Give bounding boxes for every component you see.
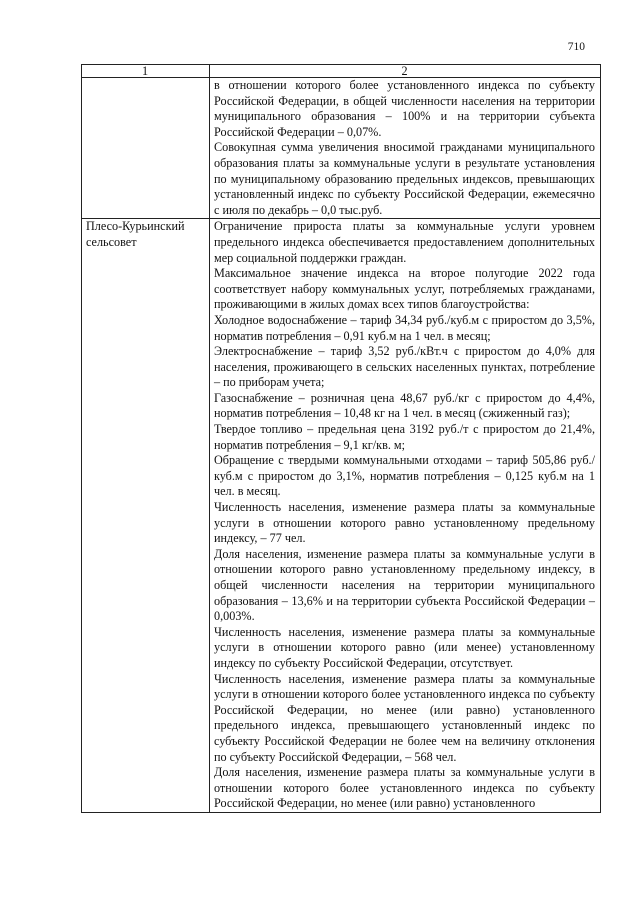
paragraph: Численность населения, изменение размера платы за коммунальные услуги в отношении которого более установленного индекса по субъекту Российской Федерации, но менее (или равно) установленного предельного индекса, превышающего установленный индекс по субъекту Российской Федерации не более чем на величину отклонения по субъекту Российской Федерации, – 568 чел.	[214, 671, 595, 764]
paragraph: Ограничение прироста платы за коммунальные услуги уровнем предельного индекса обеспечивается предоставлением дополнительных мер социальной поддержки граждан.	[214, 219, 595, 265]
paragraph: Твердое топливо – предельная цена 3192 руб./т с приростом до 21,4%, норматив потребления – 9,1 кг/кв. м;	[214, 422, 595, 452]
table-header-row	[82, 65, 601, 78]
paragraph: Численность населения, изменение размера платы за коммунальные услуги в отношении которого равно установленному предельному индексу, – 77 чел.	[214, 500, 595, 546]
description-cell	[210, 78, 601, 219]
table-row	[82, 219, 601, 813]
paragraph: Численность населения, изменение размера платы за коммунальные услуги в отношении которого равно (или менее) установленному индексу по субъекту Российской Федерации, отсутствует.	[214, 624, 595, 670]
description-cell	[210, 219, 601, 813]
paragraph: Максимальное значение индекса на второе полугодие 2022 года соответствует набору коммунальных услуг, потребляемых гражданами, проживающими в жилых домах всех типов благоустройства:	[214, 266, 595, 312]
page-number: 710	[567, 41, 585, 53]
table-row	[82, 78, 601, 219]
paragraph: Доля населения, изменение размера платы за коммунальные услуги в отношении которого более установленного индекса по субъекту Российской Федерации, но менее (или равно) установленного	[214, 765, 595, 811]
municipality-cell	[82, 78, 210, 219]
column-header-1: 1	[82, 65, 210, 78]
paragraph: Электроснабжение – тариф 3,52 руб./кВт.ч с приростом до 4,0% для населения, проживающего в сельских населенных пунктах, потребление – по приборам учета;	[214, 344, 595, 390]
paragraph: в отношении которого более установленного индекса по субъекту Российской Федерации, в общей численности населения на территории муниципального образования – 100% и на территории субъекта Российской Федерации – 0,07%.	[214, 78, 595, 139]
paragraph: Обращение с твердыми коммунальными отходами – тариф 505,86 руб./куб.м с приростом до 3,1%, норматив потребления – 0,125 куб.м на 1 чел. в месяц.	[214, 453, 595, 499]
paragraph: Совокупная сумма увеличения вносимой гражданами муниципального образования платы за коммунальные услуги в результате установления по муниципальному образованию предельных индексов, превышающих установленный индекс по субъекту Российской Федерации, ежемесячно с июля по декабрь – 0,0 тыс.руб.	[214, 140, 595, 217]
document-table	[81, 64, 601, 813]
column-header-2: 2	[210, 65, 601, 78]
paragraph: Холодное водоснабжение – тариф 34,34 руб./куб.м с приростом до 3,5%, норматив потребления – 0,91 куб.м на 1 чел. в месяц;	[214, 312, 595, 343]
municipality-cell: Плесо-Курьинский сельсовет	[82, 219, 210, 813]
paragraph: Доля населения, изменение размера платы за коммунальные услуги в отношении которого равно установленному предельному индексу, в общей численности населения на территории муниципального образования – 13,6% и на территории субъекта Российской Федерации – 0,003%.	[214, 546, 595, 624]
paragraph: Газоснабжение – розничная цена 48,67 руб./кг с приростом до 4,4%, норматив потребления – 10,48 кг на 1 чел. в месяц (сжиженный газ);	[214, 390, 595, 421]
